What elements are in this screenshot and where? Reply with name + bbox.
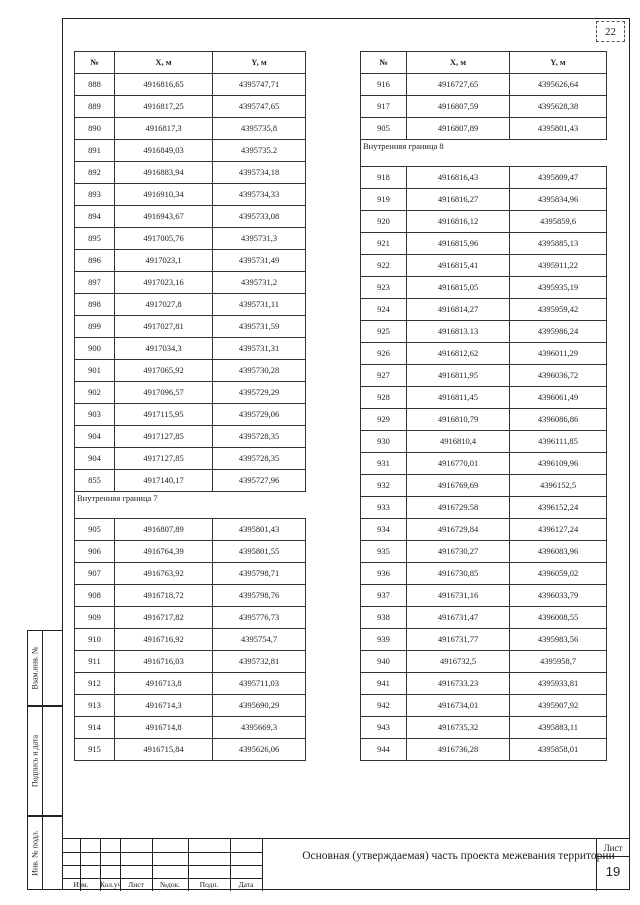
x-coordinate: 4917027,8 xyxy=(115,294,213,316)
point-number: 889 xyxy=(75,96,115,118)
table-row xyxy=(75,96,306,118)
side-label-sign-date: Подпись и дата xyxy=(30,734,40,788)
y-coordinate: 4395669,3 xyxy=(213,717,306,739)
y-coordinate: 4396011,29 xyxy=(510,343,607,365)
point-number: 911 xyxy=(75,651,115,673)
stamp-caption-ndok: №док. xyxy=(159,880,181,889)
table-row xyxy=(361,387,607,409)
table-row xyxy=(361,673,607,695)
y-coordinate: 4395734,33 xyxy=(213,184,306,206)
table-row xyxy=(75,294,306,316)
y-coordinate: 4395801,43 xyxy=(213,519,306,541)
point-number: 937 xyxy=(361,585,407,607)
y-coordinate: 4395626,06 xyxy=(213,739,306,761)
point-number: 907 xyxy=(75,563,115,585)
boundary-section-label: Внутренняя граница 7 xyxy=(75,492,306,519)
x-coordinate: 4916812,62 xyxy=(407,343,510,365)
y-coordinate: 4396008,55 xyxy=(510,607,607,629)
point-number: 918 xyxy=(361,167,407,189)
y-coordinate: 4395731,49 xyxy=(213,250,306,272)
point-number: 916 xyxy=(361,74,407,96)
table-row xyxy=(75,673,306,695)
table-row xyxy=(361,519,607,541)
x-coordinate: 4916717,82 xyxy=(115,607,213,629)
table-row xyxy=(361,255,607,277)
x-coordinate: 4917065,92 xyxy=(115,360,213,382)
x-coordinate: 4917127,85 xyxy=(115,448,213,470)
point-number: 922 xyxy=(361,255,407,277)
point-number: 927 xyxy=(361,365,407,387)
y-coordinate: 4395907,92 xyxy=(510,695,607,717)
point-number: 906 xyxy=(75,541,115,563)
point-number: 890 xyxy=(75,118,115,140)
y-coordinate: 4395628,38 xyxy=(510,96,607,118)
table-row xyxy=(75,541,306,563)
point-number: 939 xyxy=(361,629,407,651)
table-row xyxy=(75,519,306,541)
y-coordinate: 4395626,64 xyxy=(510,74,607,96)
side-label-inv-replace: Взам.инв. № xyxy=(30,646,40,690)
table-row xyxy=(361,233,607,255)
point-number: 923 xyxy=(361,277,407,299)
x-coordinate: 4916770,01 xyxy=(407,453,510,475)
y-coordinate: 4395730,28 xyxy=(213,360,306,382)
y-coordinate: 4396111,85 xyxy=(510,431,607,453)
point-number: 930 xyxy=(361,431,407,453)
point-number: 894 xyxy=(75,206,115,228)
table-row xyxy=(75,382,306,404)
x-coordinate: 4916730,85 xyxy=(407,563,510,585)
table-row xyxy=(361,651,607,673)
table-row xyxy=(361,431,607,453)
table-row xyxy=(75,118,306,140)
x-coordinate: 4916718,72 xyxy=(115,585,213,607)
y-coordinate: 4395798,71 xyxy=(213,563,306,585)
x-coordinate: 4916816,27 xyxy=(407,189,510,211)
point-number: 919 xyxy=(361,189,407,211)
y-coordinate: 4395754,7 xyxy=(213,629,306,651)
point-number: 902 xyxy=(75,382,115,404)
x-coordinate: 4916816,43 xyxy=(407,167,510,189)
table-row xyxy=(75,426,306,448)
x-coordinate: 4916815,96 xyxy=(407,233,510,255)
boundary-section-row xyxy=(75,492,306,519)
y-coordinate: 4396083,96 xyxy=(510,541,607,563)
header-number: № xyxy=(361,52,407,74)
x-coordinate: 4916817,25 xyxy=(115,96,213,118)
y-coordinate: 4395731,59 xyxy=(213,316,306,338)
x-coordinate: 4916714,3 xyxy=(115,695,213,717)
x-coordinate: 4916763,92 xyxy=(115,563,213,585)
side-box-inv-orig xyxy=(27,816,63,890)
point-number: 898 xyxy=(75,294,115,316)
y-coordinate: 4395885,13 xyxy=(510,233,607,255)
x-coordinate: 4916731,77 xyxy=(407,629,510,651)
x-coordinate: 4916736,28 xyxy=(407,739,510,761)
point-number: 908 xyxy=(75,585,115,607)
stamp-caption-podp: Подп. xyxy=(199,880,219,889)
coordinates-table-left xyxy=(74,51,306,761)
coordinates-table-right xyxy=(360,51,607,761)
table-row xyxy=(75,162,306,184)
y-coordinate: 4395735.2 xyxy=(213,140,306,162)
y-coordinate: 4395959,42 xyxy=(510,299,607,321)
y-coordinate: 4396109,96 xyxy=(510,453,607,475)
y-coordinate: 4395733,08 xyxy=(213,206,306,228)
point-number: 915 xyxy=(75,739,115,761)
point-number: 896 xyxy=(75,250,115,272)
side-box-sign-date xyxy=(27,706,63,816)
x-coordinate: 4916769,69 xyxy=(407,475,510,497)
x-coordinate: 4917115,95 xyxy=(115,404,213,426)
x-coordinate: 4916883,94 xyxy=(115,162,213,184)
x-coordinate: 4916814,27 xyxy=(407,299,510,321)
point-number: 924 xyxy=(361,299,407,321)
y-coordinate: 4395728,35 xyxy=(213,448,306,470)
x-coordinate: 4916734,01 xyxy=(407,695,510,717)
y-coordinate: 4395801,43 xyxy=(510,118,607,140)
y-coordinate: 4395728,35 xyxy=(213,426,306,448)
x-coordinate: 4917127,85 xyxy=(115,426,213,448)
y-coordinate: 4395711,03 xyxy=(213,673,306,695)
x-coordinate: 4916735,32 xyxy=(407,717,510,739)
table-row xyxy=(75,717,306,739)
header-x: X, м xyxy=(407,52,510,74)
table-row xyxy=(75,739,306,761)
table-row xyxy=(75,651,306,673)
x-coordinate: 4916817,3 xyxy=(115,118,213,140)
x-coordinate: 4916716,92 xyxy=(115,629,213,651)
x-coordinate: 4916727,65 xyxy=(407,74,510,96)
table-row xyxy=(75,404,306,426)
x-coordinate: 4916730,27 xyxy=(407,541,510,563)
y-coordinate: 4396036,72 xyxy=(510,365,607,387)
title-block xyxy=(62,838,630,891)
y-coordinate: 4395911,22 xyxy=(510,255,607,277)
point-number: 938 xyxy=(361,607,407,629)
y-coordinate: 4396059,02 xyxy=(510,563,607,585)
y-coordinate: 4395859,6 xyxy=(510,211,607,233)
table-row xyxy=(361,453,607,475)
table-row xyxy=(361,409,607,431)
table-row xyxy=(361,74,607,96)
table-row xyxy=(75,206,306,228)
table-row xyxy=(361,277,607,299)
x-coordinate: 4916807,59 xyxy=(407,96,510,118)
stamp-caption-izm: Изм. xyxy=(73,880,89,889)
point-number: 905 xyxy=(75,519,115,541)
table-row xyxy=(75,228,306,250)
point-number: 892 xyxy=(75,162,115,184)
x-coordinate: 4917096,57 xyxy=(115,382,213,404)
x-coordinate: 4916910,34 xyxy=(115,184,213,206)
point-number: 921 xyxy=(361,233,407,255)
table-row xyxy=(361,541,607,563)
x-coordinate: 4916731,47 xyxy=(407,607,510,629)
point-number: 900 xyxy=(75,338,115,360)
table-row xyxy=(361,585,607,607)
point-number: 855 xyxy=(75,470,115,492)
y-coordinate: 4395731,3 xyxy=(213,228,306,250)
y-coordinate: 4395731,31 xyxy=(213,338,306,360)
stamp-caption-data: Дата xyxy=(238,880,254,889)
point-number: 931 xyxy=(361,453,407,475)
point-number: 917 xyxy=(361,96,407,118)
y-coordinate: 4395747,65 xyxy=(213,96,306,118)
boundary-section-row xyxy=(361,140,607,167)
y-coordinate: 4395732,81 xyxy=(213,651,306,673)
y-coordinate: 4395834,96 xyxy=(510,189,607,211)
point-number: 942 xyxy=(361,695,407,717)
y-coordinate: 4395734,18 xyxy=(213,162,306,184)
x-coordinate: 4916729.58 xyxy=(407,497,510,519)
table-row xyxy=(75,470,306,492)
y-coordinate: 4395690,29 xyxy=(213,695,306,717)
table-row xyxy=(361,563,607,585)
y-coordinate: 4395729,06 xyxy=(213,404,306,426)
sheet-label: Лист xyxy=(603,843,623,853)
table-row xyxy=(361,695,607,717)
table-row xyxy=(75,184,306,206)
x-coordinate: 4916716,03 xyxy=(115,651,213,673)
stamp-caption-koluch: Кол.уч xyxy=(100,880,122,889)
table-row xyxy=(361,475,607,497)
point-number: 904 xyxy=(75,448,115,470)
point-number: 934 xyxy=(361,519,407,541)
stamp-caption-list: Лист xyxy=(128,880,144,889)
y-coordinate: 4396086,86 xyxy=(510,409,607,431)
x-coordinate: 4916715,84 xyxy=(115,739,213,761)
x-coordinate: 4916849,03 xyxy=(115,140,213,162)
x-coordinate: 4916731,16 xyxy=(407,585,510,607)
header-y: Y, м xyxy=(510,52,607,74)
table-row xyxy=(75,563,306,585)
y-coordinate: 4395801,55 xyxy=(213,541,306,563)
y-coordinate: 4395958,7 xyxy=(510,651,607,673)
header-x: X, м xyxy=(115,52,213,74)
document-title: Основная (утверждаемая) часть проекта межевания территории xyxy=(302,850,615,862)
y-coordinate: 4395747,71 xyxy=(213,74,306,96)
table-row xyxy=(361,211,607,233)
point-number: 936 xyxy=(361,563,407,585)
y-coordinate: 4395776,73 xyxy=(213,607,306,629)
x-coordinate: 4916813.13 xyxy=(407,321,510,343)
point-number: 941 xyxy=(361,673,407,695)
x-coordinate: 4916811,45 xyxy=(407,387,510,409)
table-row xyxy=(75,695,306,717)
y-coordinate: 4395727,96 xyxy=(213,470,306,492)
x-coordinate: 4917034,3 xyxy=(115,338,213,360)
point-number: 903 xyxy=(75,404,115,426)
side-label-inv-orig: Инв. № подл. xyxy=(30,830,40,876)
point-number: 905 xyxy=(361,118,407,140)
table-row xyxy=(75,585,306,607)
point-number: 933 xyxy=(361,497,407,519)
table-row xyxy=(75,629,306,651)
point-number: 913 xyxy=(75,695,115,717)
point-number: 897 xyxy=(75,272,115,294)
x-coordinate: 4916732,5 xyxy=(407,651,510,673)
point-number: 910 xyxy=(75,629,115,651)
y-coordinate: 4395933,81 xyxy=(510,673,607,695)
point-number: 928 xyxy=(361,387,407,409)
x-coordinate: 4916810,79 xyxy=(407,409,510,431)
point-number: 940 xyxy=(361,651,407,673)
table-row xyxy=(361,321,607,343)
table-row xyxy=(75,607,306,629)
x-coordinate: 4916714,8 xyxy=(115,717,213,739)
point-number: 926 xyxy=(361,343,407,365)
side-box-inv-replace xyxy=(27,630,63,706)
x-coordinate: 4916811,95 xyxy=(407,365,510,387)
page-number-tag: 22 xyxy=(596,21,625,42)
y-coordinate: 4395729,29 xyxy=(213,382,306,404)
y-coordinate: 4396033,79 xyxy=(510,585,607,607)
table-row xyxy=(361,497,607,519)
y-coordinate: 4396152,5 xyxy=(510,475,607,497)
point-number: 935 xyxy=(361,541,407,563)
point-number: 914 xyxy=(75,717,115,739)
y-coordinate: 4395809,47 xyxy=(510,167,607,189)
table-row xyxy=(361,607,607,629)
x-coordinate: 4916733.23 xyxy=(407,673,510,695)
point-number: 929 xyxy=(361,409,407,431)
table-row xyxy=(75,74,306,96)
x-coordinate: 4916807,89 xyxy=(115,519,213,541)
y-coordinate: 4396127,24 xyxy=(510,519,607,541)
table-row xyxy=(75,140,306,162)
y-coordinate: 4395798,76 xyxy=(213,585,306,607)
table-row xyxy=(75,272,306,294)
sheet-number: 19 xyxy=(605,864,621,879)
table-row xyxy=(361,629,607,651)
x-coordinate: 4917027,81 xyxy=(115,316,213,338)
x-coordinate: 4917023,16 xyxy=(115,272,213,294)
point-number: 891 xyxy=(75,140,115,162)
table-row xyxy=(361,717,607,739)
y-coordinate: 4396152,24 xyxy=(510,497,607,519)
x-coordinate: 4916816,12 xyxy=(407,211,510,233)
y-coordinate: 4395731,2 xyxy=(213,272,306,294)
table-row xyxy=(75,360,306,382)
x-coordinate: 4917005,76 xyxy=(115,228,213,250)
point-number: 899 xyxy=(75,316,115,338)
point-number: 901 xyxy=(75,360,115,382)
x-coordinate: 4916729,84 xyxy=(407,519,510,541)
y-coordinate: 4396061,49 xyxy=(510,387,607,409)
header-y: Y, м xyxy=(213,52,306,74)
table-row xyxy=(361,739,607,761)
x-coordinate: 4916815,41 xyxy=(407,255,510,277)
table-header-row xyxy=(361,52,607,74)
table-row xyxy=(361,189,607,211)
y-coordinate: 4395735,8 xyxy=(213,118,306,140)
y-coordinate: 4395731,11 xyxy=(213,294,306,316)
point-number: 944 xyxy=(361,739,407,761)
point-number: 932 xyxy=(361,475,407,497)
point-number: 912 xyxy=(75,673,115,695)
point-number: 943 xyxy=(361,717,407,739)
x-coordinate: 4916815,05 xyxy=(407,277,510,299)
table-row xyxy=(75,316,306,338)
x-coordinate: 4916810,4 xyxy=(407,431,510,453)
point-number: 893 xyxy=(75,184,115,206)
point-number: 888 xyxy=(75,74,115,96)
y-coordinate: 4395935,19 xyxy=(510,277,607,299)
x-coordinate: 4916713,8 xyxy=(115,673,213,695)
point-number: 895 xyxy=(75,228,115,250)
header-number: № xyxy=(75,52,115,74)
x-coordinate: 4917140,17 xyxy=(115,470,213,492)
table-row xyxy=(361,343,607,365)
y-coordinate: 4395883,11 xyxy=(510,717,607,739)
boundary-section-label: Внутренняя граница 8 xyxy=(361,140,607,167)
x-coordinate: 4917023,1 xyxy=(115,250,213,272)
x-coordinate: 4916943,67 xyxy=(115,206,213,228)
table-row xyxy=(75,448,306,470)
point-number: 909 xyxy=(75,607,115,629)
point-number: 920 xyxy=(361,211,407,233)
y-coordinate: 4395983,56 xyxy=(510,629,607,651)
x-coordinate: 4916816,65 xyxy=(115,74,213,96)
y-coordinate: 4395986,24 xyxy=(510,321,607,343)
table-row xyxy=(361,118,607,140)
y-coordinate: 4395858,01 xyxy=(510,739,607,761)
x-coordinate: 4916807,89 xyxy=(407,118,510,140)
table-header-row xyxy=(75,52,306,74)
table-row xyxy=(361,365,607,387)
table-row xyxy=(75,338,306,360)
point-number: 925 xyxy=(361,321,407,343)
point-number: 904 xyxy=(75,426,115,448)
table-row xyxy=(361,96,607,118)
table-row xyxy=(361,299,607,321)
table-row xyxy=(361,167,607,189)
x-coordinate: 4916764,39 xyxy=(115,541,213,563)
table-row xyxy=(75,250,306,272)
